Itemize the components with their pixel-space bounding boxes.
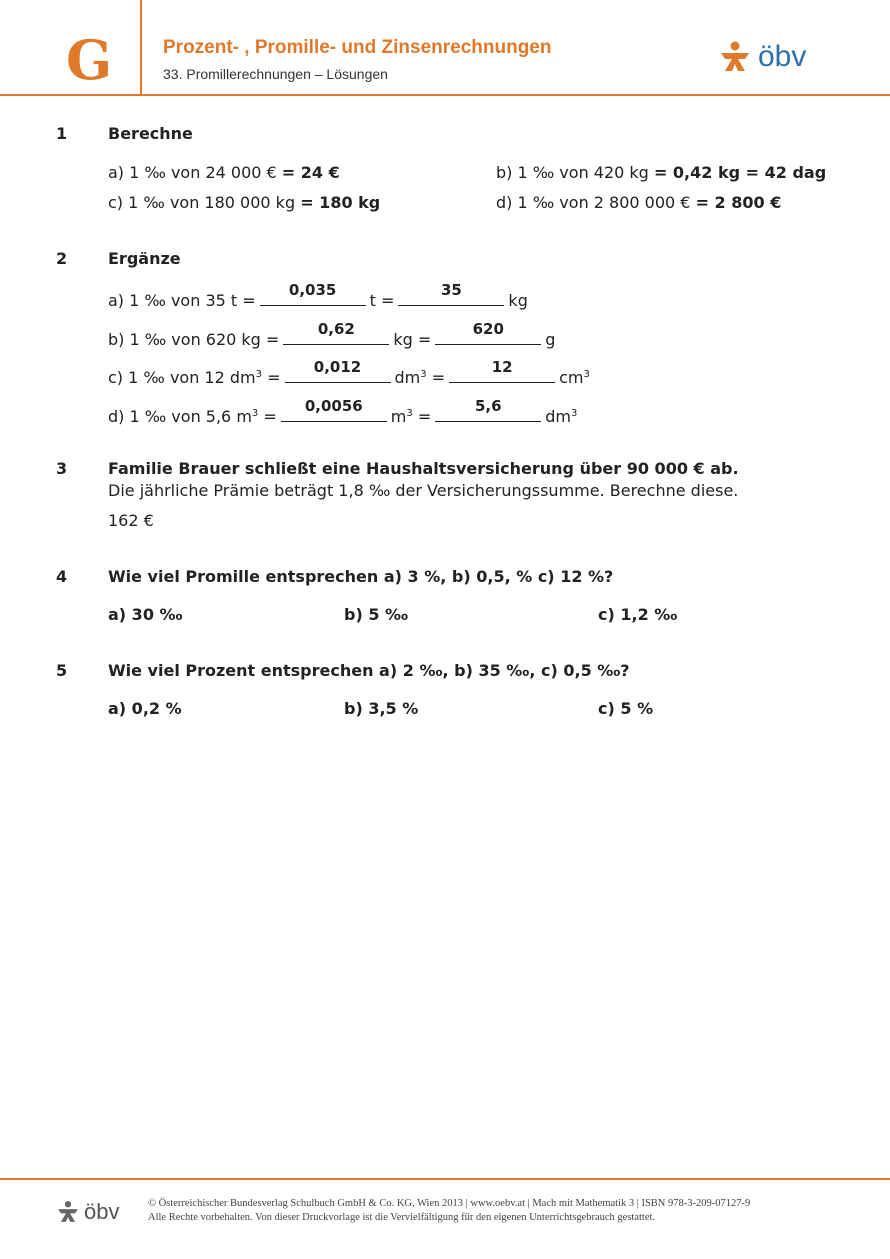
answer-blank: 0,012 bbox=[285, 364, 391, 383]
task-5c-answer: c) 5 % bbox=[598, 699, 654, 718]
task-2-title: Ergänze bbox=[108, 249, 181, 268]
task-2c: c) 1 ‰ von 12 $dm^3$ = 0,012 $dm^3$ = 12 $cm^3$ bbox=[108, 358, 590, 387]
task-1d-answer: = 2 800 € bbox=[695, 193, 782, 212]
task-2-number: 2 bbox=[56, 249, 68, 268]
task-3-title: Familie Brauer schließt eine Haushaltsversicherung über 90 000 € ab. bbox=[108, 459, 739, 478]
star-icon bbox=[56, 1200, 80, 1224]
footer-copyright bbox=[148, 1197, 750, 1225]
task-1a-answer: = 24 € bbox=[281, 163, 340, 182]
answer-blank: 12 bbox=[449, 364, 555, 383]
answer-blank: 35 bbox=[398, 287, 504, 306]
task-2d: d) 1 ‰ von 5,6 $m^3$ = 0,0056 $m^3$ = 5,6 $dm^3$ bbox=[108, 397, 578, 426]
task-5-title: Wie viel Prozent entsprechen a) 2 ‰, b) 35 ‰, c) 0,5 ‰? bbox=[108, 661, 630, 680]
answer-blank: 0,0056 bbox=[281, 403, 387, 422]
answer-blank: 0,62 bbox=[283, 326, 389, 345]
chapter-letter: G bbox=[66, 28, 113, 92]
task-1c-answer: = 180 kg bbox=[300, 193, 381, 212]
page-title: Prozent- , Promille- und Zinsenrechnungen bbox=[163, 37, 552, 58]
logo-text: öbv bbox=[84, 1199, 120, 1224]
footer-rule bbox=[0, 1178, 890, 1180]
task-4c-answer: c) 1,2 ‰ bbox=[598, 605, 678, 624]
task-4-number: 4 bbox=[56, 567, 68, 586]
task-3-answer: 162 € bbox=[108, 511, 154, 530]
logo-text: öbv bbox=[758, 40, 807, 73]
task-1b: b) 1 ‰ von 420 kg = 0,42 kg = 42 dag bbox=[496, 163, 827, 182]
footer-line-2: Alle Rechte vorbehalten. Von dieser Druckvorlage ist die Vervielfältigung für den eigenen Unterrichtsgebrauch gestattet. bbox=[148, 1212, 656, 1223]
page-subtitle: 33. Promillerechnungen – Lösungen bbox=[163, 66, 388, 82]
answer-blank: 5,6 bbox=[435, 403, 541, 422]
task-4a-answer: a) 30 ‰ bbox=[108, 605, 183, 624]
task-4b-answer: b) 5 ‰ bbox=[344, 605, 409, 624]
answer-blank: 0,035 bbox=[260, 287, 366, 306]
task-3-text: Die jährliche Prämie beträgt 1,8 ‰ der Versicherungssumme. Berechne diese. bbox=[108, 481, 739, 500]
header-vertical-divider bbox=[140, 0, 142, 95]
task-1b-answer: = 0,42 kg = 42 dag bbox=[653, 163, 827, 182]
task-5b-answer: b) 3,5 % bbox=[344, 699, 419, 718]
task-1c: c) 1 ‰ von 180 000 kg = 180 kg bbox=[108, 193, 381, 212]
task-2b: b) 1 ‰ von 620 kg = 0,62 kg = 620 g bbox=[108, 320, 556, 349]
task-1-number: 1 bbox=[56, 124, 68, 143]
task-1-title: Berechne bbox=[108, 124, 193, 143]
answer-blank: 620 bbox=[435, 326, 541, 345]
task-1d: d) 1 ‰ von 2 800 000 € = 2 800 € bbox=[496, 193, 782, 212]
task-2a: a) 1 ‰ von 35 t = 0,035 t = 35 kg bbox=[108, 281, 528, 310]
publisher-logo bbox=[718, 40, 806, 74]
task-5a-answer: a) 0,2 % bbox=[108, 699, 182, 718]
task-4-title: Wie viel Promille entsprechen a) 3 %, b) 0,5, % c) 12 %? bbox=[108, 567, 614, 586]
task-5-number: 5 bbox=[56, 661, 68, 680]
task-3-number: 3 bbox=[56, 459, 68, 478]
footer-logo bbox=[56, 1200, 119, 1224]
header-rule bbox=[0, 94, 890, 96]
star-icon bbox=[718, 40, 752, 74]
footer-line-1: © Österreichischer Bundesverlag Schulbuch GmbH & Co. KG, Wien 2013 | www.oebv.at | Mach mit Mathematik 3 | ISBN 978-3-209-07127-9 bbox=[148, 1198, 751, 1209]
task-1a: a) 1 ‰ von 24 000 € = 24 € bbox=[108, 163, 340, 182]
